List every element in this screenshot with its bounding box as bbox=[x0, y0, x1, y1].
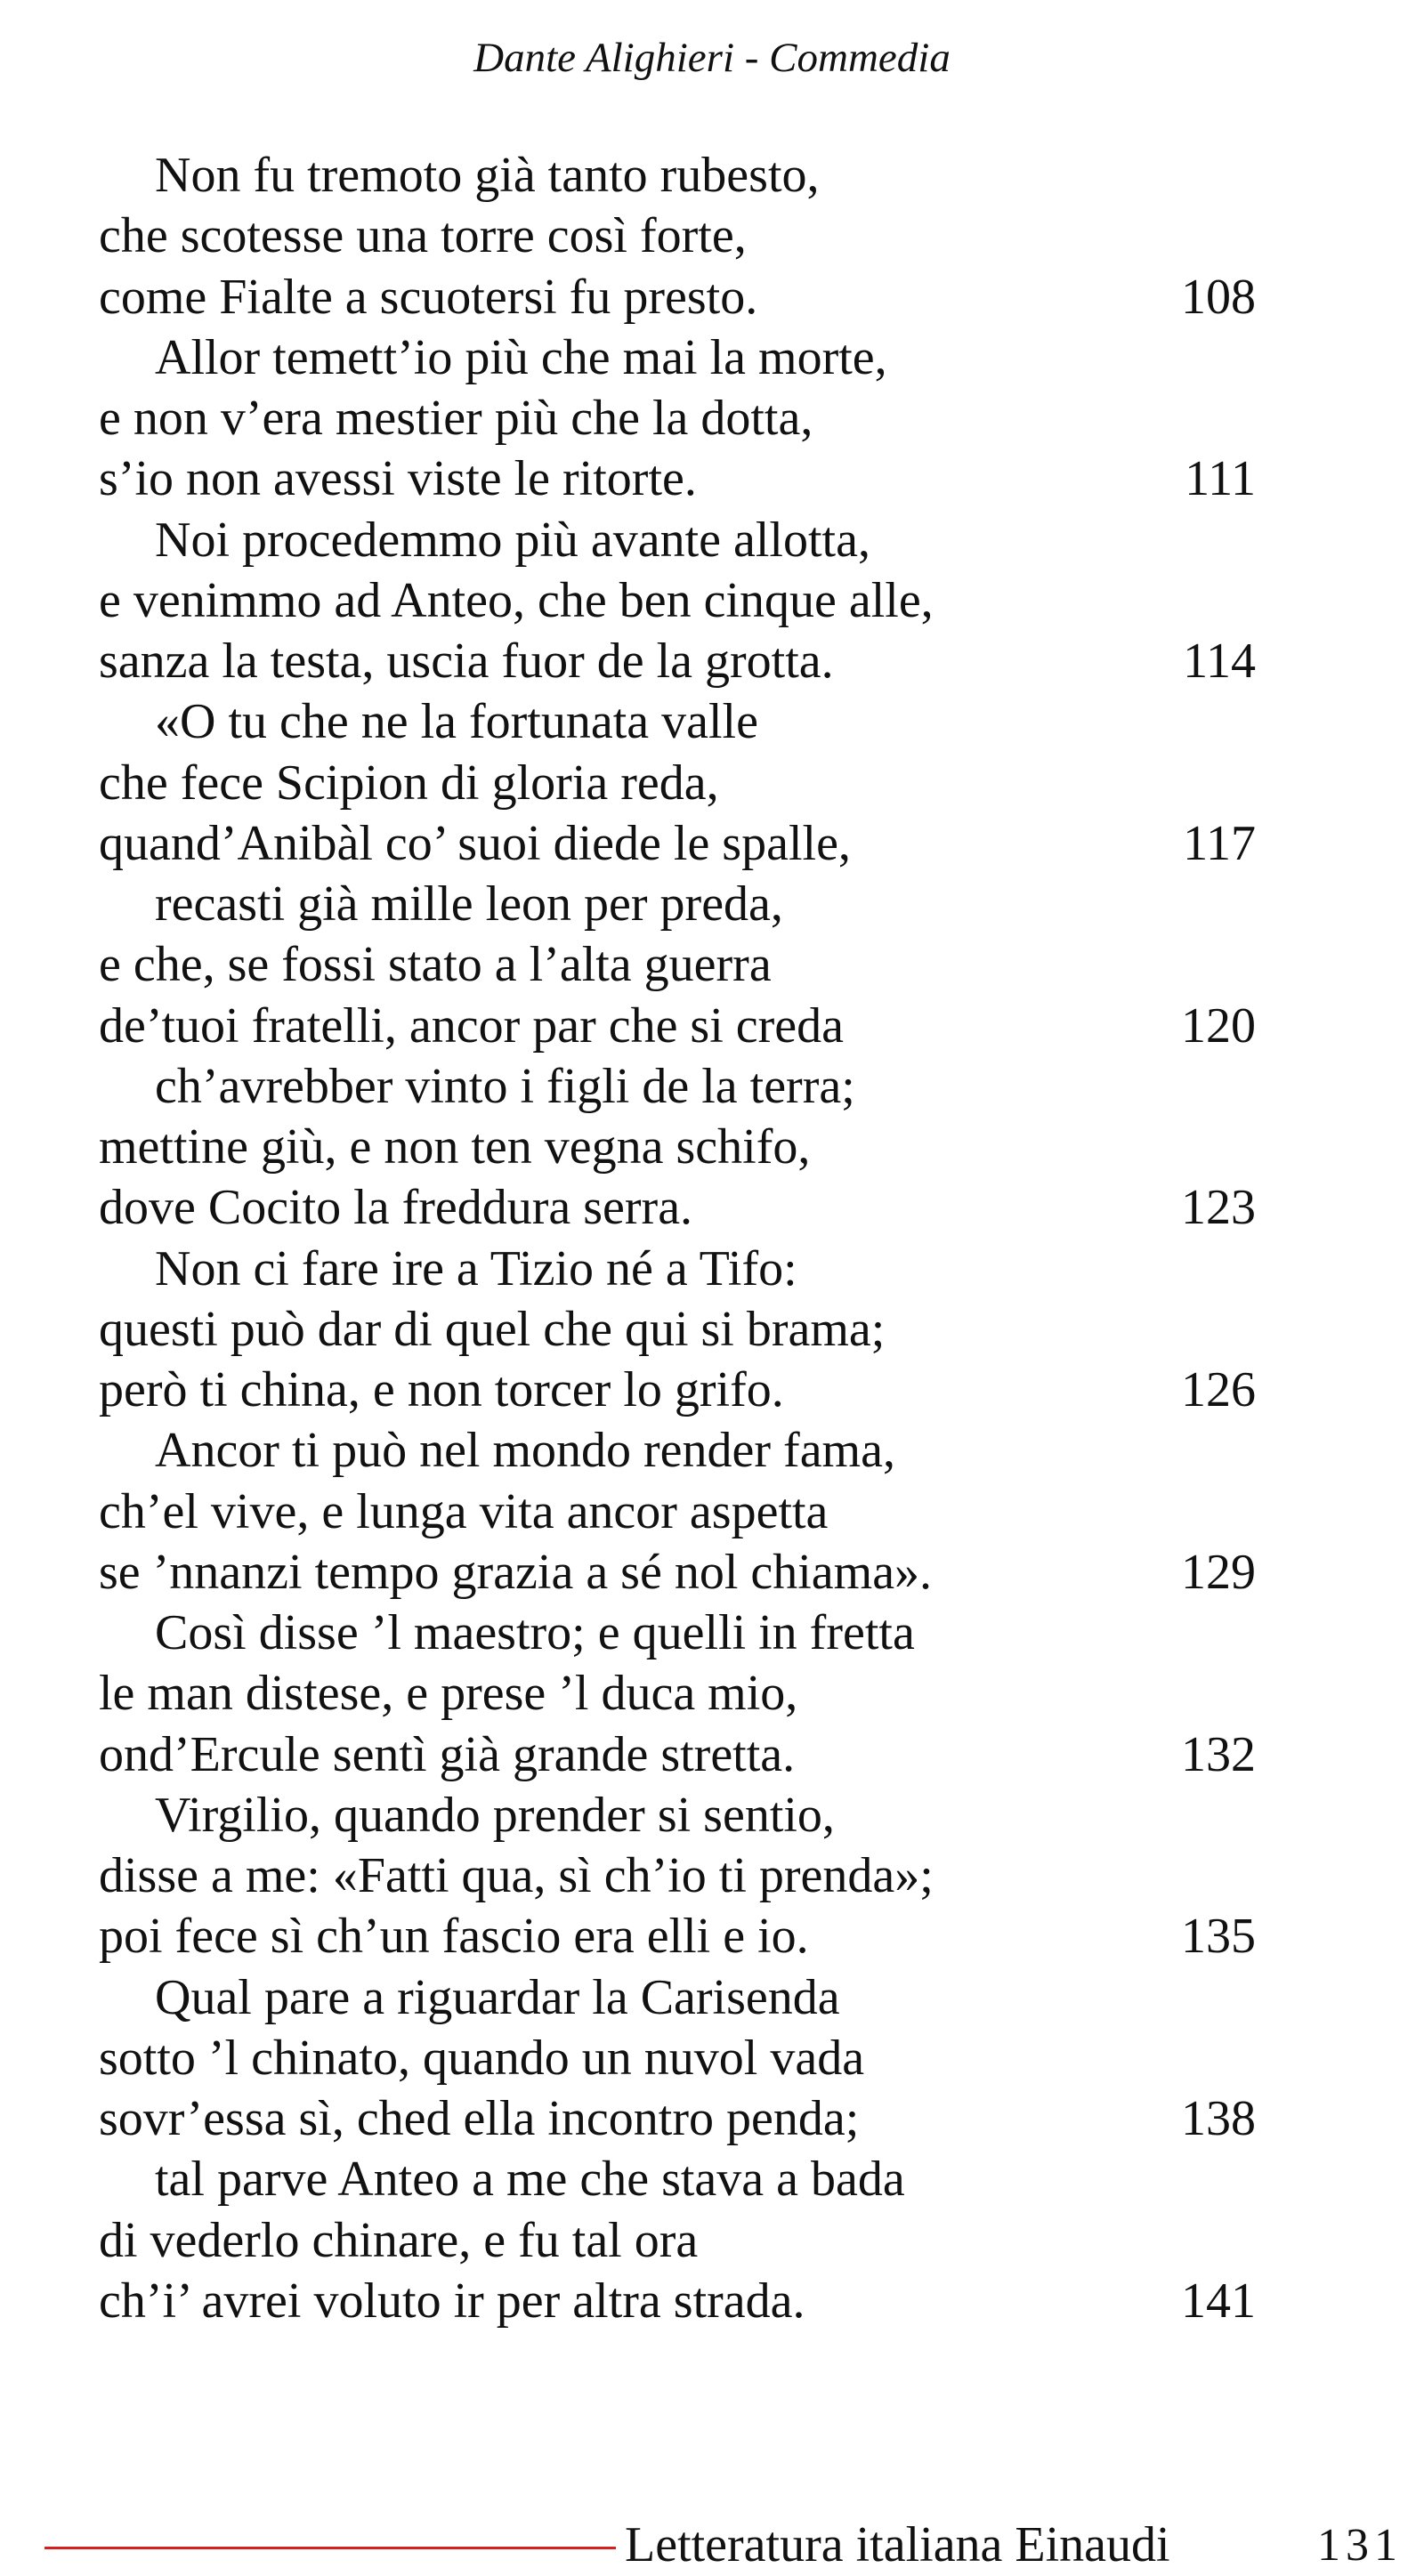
verse-line bbox=[99, 1663, 1256, 1724]
poem-body bbox=[99, 145, 1256, 2331]
verse-text: dove Cocito la freddura serra. bbox=[99, 1180, 693, 1236]
verse-text: ch’avrebber vinto i figli de la terra; bbox=[155, 1058, 855, 1114]
line-number: 108 bbox=[1181, 269, 1256, 325]
verse-text: se ’nnanzi tempo grazia a sé nol chiama». bbox=[99, 1544, 933, 1600]
verse-line bbox=[99, 1603, 1256, 1663]
line-number: 111 bbox=[1185, 451, 1256, 507]
verse-text: che scotesse una torre così forte, bbox=[99, 208, 747, 264]
verse-text: Qual pare a riguardar la Carisenda bbox=[155, 1969, 840, 2025]
verse-line bbox=[99, 388, 1256, 448]
verse-line bbox=[99, 2028, 1256, 2088]
verse-text: le man distese, e prese ’l duca mio, bbox=[99, 1666, 798, 1722]
verse-text: e non v’era mestier più che la dotta, bbox=[99, 391, 813, 446]
verse-text: mettine giù, e non ten vegna schifo, bbox=[99, 1119, 811, 1175]
verse-line bbox=[99, 1906, 1256, 1966]
verse-line bbox=[99, 1177, 1256, 1238]
verse-line bbox=[99, 1056, 1256, 1117]
verse-line bbox=[99, 145, 1256, 206]
verse-line bbox=[99, 1967, 1256, 2028]
verse-text: Non ci fare ire a Tizio né a Tifo: bbox=[155, 1240, 797, 1296]
verse-text: che fece Scipion di gloria reda, bbox=[99, 755, 719, 811]
verse-line bbox=[99, 2088, 1256, 2149]
verse-line bbox=[99, 753, 1256, 813]
verse-line bbox=[99, 1482, 1256, 1542]
verse-line bbox=[99, 691, 1256, 752]
verse-text: però ti china, e non torcer lo grifo. bbox=[99, 1362, 784, 1417]
line-number: 114 bbox=[1183, 634, 1256, 689]
verse-line bbox=[99, 510, 1256, 570]
line-number: 129 bbox=[1181, 1544, 1256, 1600]
verse-text: s’io non avessi viste le ritorte. bbox=[99, 451, 697, 507]
footer-publisher: Letteratura italiana Einaudi bbox=[625, 2517, 1170, 2572]
verse-line bbox=[99, 206, 1256, 266]
verse-line bbox=[99, 874, 1256, 934]
verse-line bbox=[99, 1420, 1256, 1481]
verse-line bbox=[99, 1117, 1256, 1177]
verse-text: de’tuoi fratelli, ancor par che si creda bbox=[99, 997, 844, 1054]
verse-text: recasti già mille leon per preda, bbox=[155, 876, 783, 932]
line-number: 123 bbox=[1181, 1180, 1256, 1236]
verse-line bbox=[99, 934, 1256, 995]
verse-text: poi fece sì ch’un fascio era elli e io. bbox=[99, 1909, 809, 1965]
verse-text: sanza la testa, uscia fuor de la grotta. bbox=[99, 634, 834, 689]
verse-line bbox=[99, 1239, 1256, 1299]
verse-line bbox=[99, 327, 1256, 388]
verse-text: quand’Anibàl co’ suoi diede le spalle, bbox=[99, 815, 851, 871]
line-number: 132 bbox=[1181, 1726, 1256, 1782]
verse-line bbox=[99, 1724, 1256, 1785]
verse-text: «O tu che ne la fortunata valle bbox=[155, 694, 758, 750]
verse-line bbox=[99, 2271, 1256, 2331]
verse-text: Non fu tremoto già tanto rubesto, bbox=[155, 148, 820, 203]
verse-text: e venimmo ad Anteo, che ben cinque alle, bbox=[99, 572, 934, 628]
verse-text: Ancor ti può nel mondo render fama, bbox=[155, 1423, 895, 1479]
verse-text: Così disse ’l maestro; e quelli in fretta bbox=[155, 1605, 915, 1660]
line-number: 135 bbox=[1181, 1909, 1256, 1965]
verse-text: tal parve Anteo a me che stava a bada bbox=[155, 2152, 905, 2208]
verse-text: disse a me: «Fatti qua, sì ch’io ti prenda»; bbox=[99, 1848, 934, 1903]
line-number: 120 bbox=[1181, 997, 1256, 1054]
line-number: 141 bbox=[1181, 2273, 1256, 2329]
running-title: Dante Alighieri - Commedia bbox=[473, 35, 951, 81]
verse-line bbox=[99, 2149, 1256, 2209]
verse-line bbox=[99, 631, 1256, 691]
verse-text: questi può dar di quel che qui si brama; bbox=[99, 1301, 886, 1357]
verse-line bbox=[99, 1785, 1256, 1845]
verse-line bbox=[99, 813, 1256, 874]
verse-text: e che, se fossi stato a l’alta guerra bbox=[99, 937, 772, 993]
verse-text: ond’Ercule sentì già grande stretta. bbox=[99, 1726, 796, 1782]
verse-text: sotto ’l chinato, quando un nuvol vada bbox=[99, 2030, 865, 2086]
verse-line bbox=[99, 267, 1256, 327]
verse-line bbox=[99, 1360, 1256, 1420]
verse-text: Allor temett’io più che mai la morte, bbox=[155, 329, 887, 385]
verse-line bbox=[99, 1542, 1256, 1603]
page-number: 131 bbox=[1317, 2520, 1403, 2571]
line-number: 117 bbox=[1183, 815, 1256, 871]
verse-line bbox=[99, 996, 1256, 1056]
line-number: 126 bbox=[1181, 1362, 1256, 1417]
verse-text: Virgilio, quando prender si sentio, bbox=[155, 1787, 835, 1843]
verse-line bbox=[99, 1845, 1256, 1906]
footer-rule bbox=[44, 2547, 616, 2549]
verse-line bbox=[99, 570, 1256, 631]
verse-text: ch’i’ avrei voluto ir per altra strada. bbox=[99, 2273, 805, 2329]
line-number: 138 bbox=[1181, 2091, 1256, 2146]
verse-text: ch’el vive, e lunga vita ancor aspetta bbox=[99, 1483, 829, 1539]
verse-text: di vederlo chinare, e fu tal ora bbox=[99, 2212, 699, 2268]
verse-text: Noi procedemmo più avante allotta, bbox=[155, 512, 870, 568]
verse-line bbox=[99, 448, 1256, 509]
verse-text: sovr’essa sì, ched ella incontro penda; bbox=[99, 2091, 860, 2146]
verse-line bbox=[99, 1299, 1256, 1360]
verse-text: come Fialte a scuotersi fu presto. bbox=[99, 269, 758, 325]
verse-line bbox=[99, 2210, 1256, 2271]
